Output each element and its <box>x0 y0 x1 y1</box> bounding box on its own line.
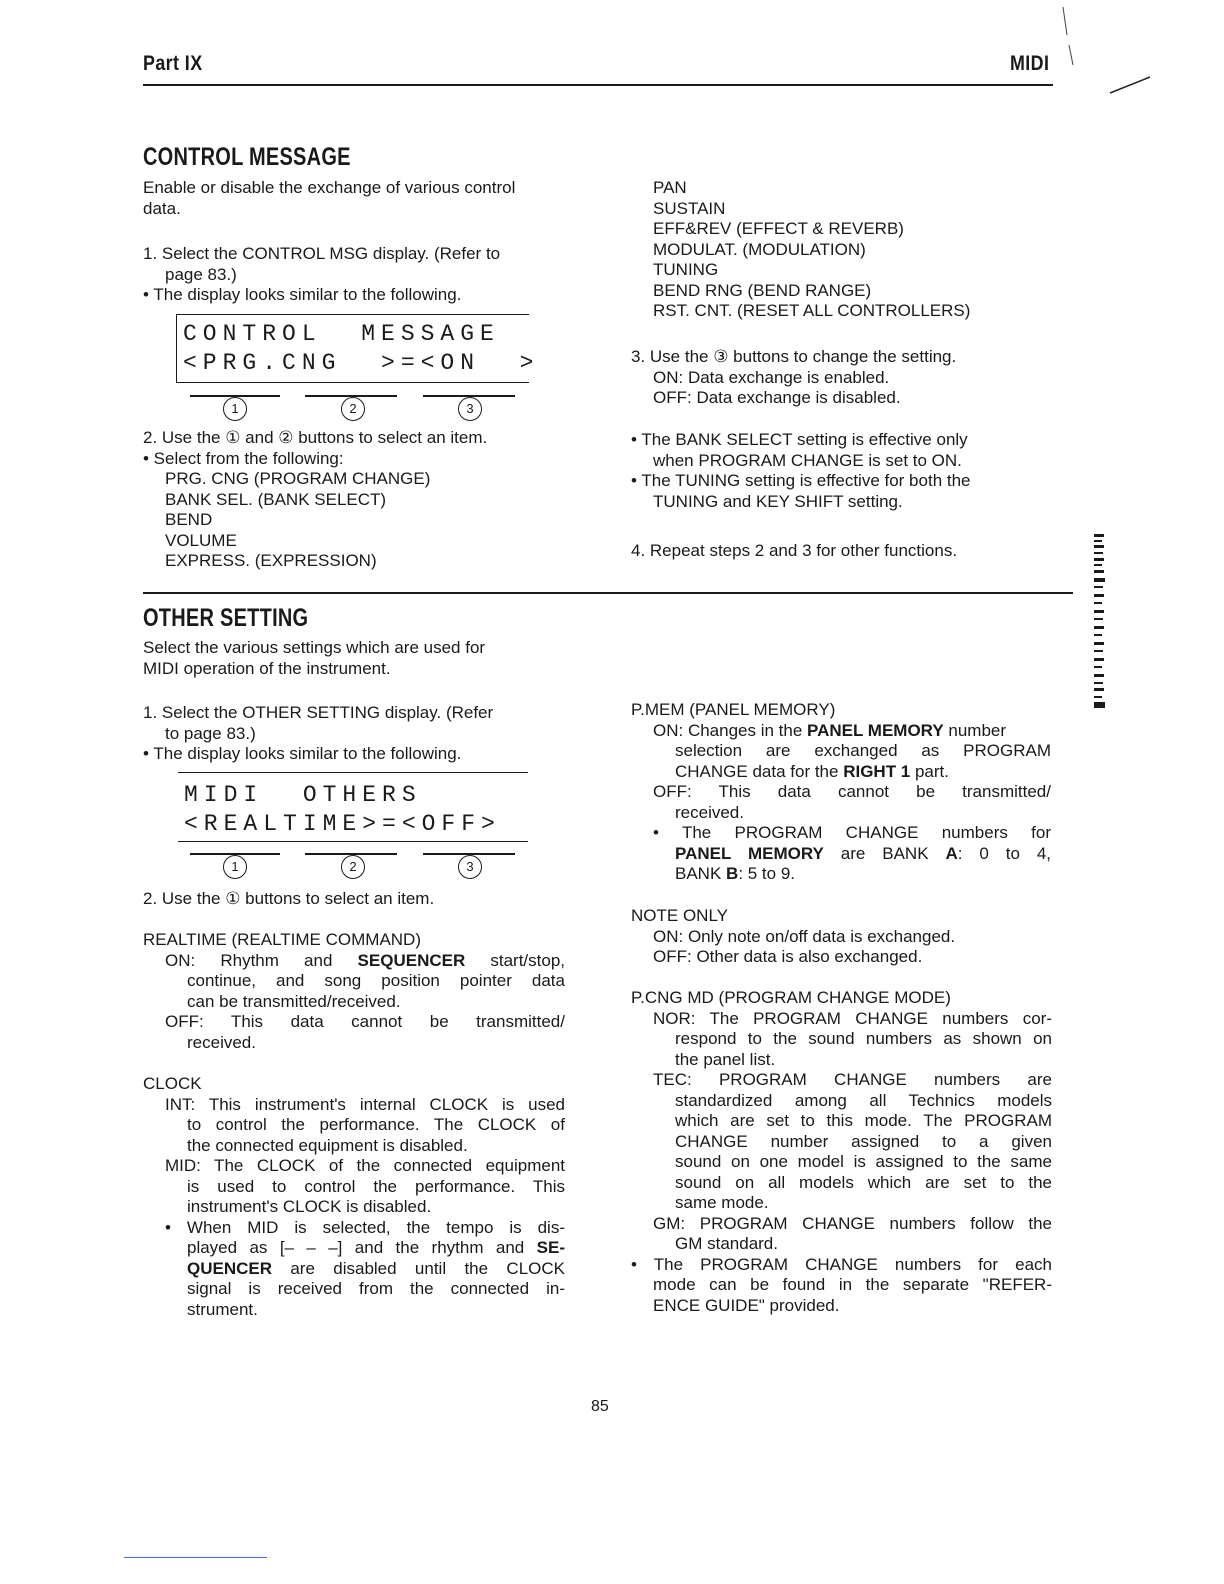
control-step2 <box>143 428 573 572</box>
realtime-head: REALTIME (REALTIME COMMAND) <box>143 930 421 949</box>
pcngmd-gm: GM standard. <box>675 1234 778 1253</box>
other-step1-line: to page 83.) <box>165 723 256 743</box>
text-run: CHANGE data for the <box>675 761 844 781</box>
marker-2: 2 <box>341 855 365 879</box>
item-right: PAN <box>653 178 687 197</box>
pcngmd-tec: which are set to this mode. The PROGRAM <box>675 1111 1052 1130</box>
pmem-on <box>631 762 1051 783</box>
item-right: MODULAT. (MODULATION) <box>653 239 866 259</box>
pcngmd-block <box>631 988 1052 1316</box>
pcngmd-tec: same mode. <box>675 1193 769 1212</box>
text-run: are BANK <box>823 843 946 863</box>
pmem-bullet: • The PROGRAM CHANGE numbers for <box>653 823 1051 842</box>
control-lcd-display <box>176 314 540 383</box>
pcngmd-tec: TEC: PROGRAM CHANGE numbers are <box>653 1070 1052 1089</box>
clock-bullet: • When MID is selected, the tempo is dis- <box>165 1217 565 1237</box>
clock-bullet <box>143 1259 565 1280</box>
item-right: TUNING <box>653 260 719 279</box>
pcngmd-nor: respond to the sound numbers as shown on <box>675 1029 1052 1048</box>
text-run: BANK <box>675 864 727 883</box>
item-left: BANK SEL. (BANK SELECT) <box>165 489 387 509</box>
clock-bullet: strument. <box>187 1299 258 1319</box>
noteonly-on: ON: Only note on/off data is exchanged. <box>653 926 956 946</box>
pmem-on <box>631 721 1051 742</box>
pcngmd-gm: GM: PROGRAM CHANGE numbers follow the <box>653 1213 1052 1233</box>
pcngmd-bullet: ENCE GUIDE" provided. <box>653 1295 840 1315</box>
realtime-off: OFF: This data cannot be transmitted/ <box>165 1012 565 1031</box>
item-left: PRG. CNG (PROGRAM CHANGE) <box>165 469 431 488</box>
realtime-off: received. <box>187 1032 256 1052</box>
marker-1: 1 <box>223 855 247 879</box>
pcngmd-tec: sound on all models which are set to the <box>675 1172 1052 1192</box>
control-message-title: CONTROL MESSAGE <box>143 143 351 171</box>
marker-1: 1 <box>223 397 247 421</box>
control-step1-line: page 83.) <box>165 264 237 284</box>
control-intro <box>143 178 563 219</box>
other-step2 <box>143 889 573 910</box>
clock-head: CLOCK <box>143 1074 202 1093</box>
bank-b-bold: B <box>726 864 739 883</box>
noteonly-head: NOTE ONLY <box>631 906 728 925</box>
pmem-bullet <box>631 864 1051 885</box>
control-on-text: ON: Data exchange is enabled. <box>653 367 890 387</box>
page-number: 85 <box>591 1398 609 1415</box>
control-step1 <box>143 244 568 306</box>
marker-2: 2 <box>341 397 365 421</box>
pmem-off: received. <box>675 802 744 822</box>
clock-int: INT: This instrument's internal CLOCK is used <box>165 1094 565 1114</box>
lcd-row: <REALTIME>=<OFF> <box>184 811 501 837</box>
part-label: Part IX <box>143 52 203 75</box>
se-bold: SE- <box>536 1238 565 1257</box>
text-run: part. <box>910 761 949 781</box>
clock-mid: instrument's CLOCK is disabled. <box>187 1197 432 1216</box>
panel-memory-bold: PANEL MEMORY <box>807 720 944 740</box>
other-step1-line: 1. Select the OTHER SETTING display. (Refer <box>143 703 494 722</box>
text-run: : 5 to 9. <box>738 864 796 883</box>
section-label: MIDI <box>1010 52 1050 75</box>
edge-index-marks <box>1092 528 1122 718</box>
item-right: EFF&REV (EFFECT & REVERB) <box>653 219 904 238</box>
pcngmd-tec: CHANGE number assigned to a given <box>675 1131 1052 1151</box>
control-intro-line: data. <box>143 198 181 218</box>
note-line: TUNING and KEY SHIFT setting. <box>653 491 903 511</box>
text-run: are disabled until the CLOCK <box>272 1258 565 1278</box>
other-step1-bullet: • The display looks similar to the following. <box>143 744 462 763</box>
control-step4 <box>631 541 1061 562</box>
text-run: ON: Changes in the <box>653 720 808 740</box>
realtime-on-rest: can be transmitted/received. <box>187 991 401 1011</box>
other-step1 <box>143 703 568 765</box>
text-run: number <box>943 720 1007 740</box>
control-step1-bullet: • The display looks similar to the following. <box>143 285 462 304</box>
pmem-block <box>631 700 1051 885</box>
pcngmd-nor: NOR: The PROGRAM CHANGE numbers cor- <box>653 1008 1052 1028</box>
pcngmd-bullet: mode can be found in the separate "REFER- <box>653 1275 1052 1294</box>
noteonly-block <box>631 906 1051 968</box>
noteonly-off: OFF: Other data is also exchanged. <box>653 947 923 966</box>
lcd-row: <PRG.CNG >=<ON > <box>183 350 540 376</box>
control-step4-line: 4. Repeat steps 2 and 3 for other functions. <box>631 541 958 560</box>
other-intro-line: MIDI operation of the instrument. <box>143 658 391 678</box>
note-line: when PROGRAM CHANGE is set to ON. <box>653 450 962 470</box>
item-left: EXPRESS. (EXPRESSION) <box>165 551 377 570</box>
other-lcd-display <box>178 772 528 842</box>
note-line: • The TUNING setting is effective for both the <box>631 471 971 490</box>
control-notes <box>631 430 1061 512</box>
pcngmd-tec: standardized among all Technics models <box>675 1090 1052 1110</box>
bank-a-bold: A <box>945 843 958 863</box>
text-run: start/stop, <box>465 950 566 970</box>
control-step1-line: 1. Select the CONTROL MSG display. (Refer to <box>143 244 501 263</box>
pmem-on: selection are exchanged as PROGRAM <box>675 741 1051 760</box>
scan-artifact <box>1055 5 1155 100</box>
sequencer-bold: SEQUENCER <box>357 950 466 970</box>
header-rule <box>143 84 1053 86</box>
other-setting-title: OTHER SETTING <box>143 604 309 632</box>
note-line: • The BANK SELECT setting is effective only <box>631 430 968 449</box>
text-run: played as [– – –] and the rhythm and <box>187 1238 537 1257</box>
realtime-block <box>143 930 565 1053</box>
quencer-bold: QUENCER <box>187 1258 273 1278</box>
control-step2-line: 2. Use the ① and ② buttons to select an item. <box>143 428 488 447</box>
item-right: SUSTAIN <box>653 198 726 218</box>
pcngmd-tec: sound on one model is assigned to the same <box>675 1152 1052 1171</box>
control-step2-bullet: • Select from the following: <box>143 448 344 468</box>
clock-block <box>143 1074 565 1320</box>
lcd-row: MIDI OTHERS <box>184 782 422 808</box>
control-off-text: OFF: Data exchange is disabled. <box>653 388 901 407</box>
clock-bullet <box>143 1238 565 1259</box>
marker-3: 3 <box>458 397 482 421</box>
clock-mid: is used to control the performance. This <box>187 1176 565 1196</box>
item-left: VOLUME <box>165 530 237 550</box>
realtime-on <box>143 951 565 972</box>
section-divider <box>143 592 1073 594</box>
other-intro <box>143 638 563 679</box>
clock-bullet: signal is received from the connected in- <box>187 1279 565 1298</box>
pcngmd-head: P.CNG MD (PROGRAM CHANGE MODE) <box>631 988 951 1007</box>
pmem-off: OFF: This data cannot be transmitted/ <box>653 782 1051 801</box>
realtime-on-rest: continue, and song position pointer data <box>187 971 565 990</box>
item-right: BEND RNG (BEND RANGE) <box>653 280 872 300</box>
pmem-bullet <box>631 844 1051 865</box>
clock-int: to control the performance. The CLOCK of <box>187 1115 565 1134</box>
text-run: ON: Rhythm and <box>165 950 358 970</box>
other-step2-line: 2. Use the ① buttons to select an item. <box>143 889 435 908</box>
control-step3 <box>631 347 1061 409</box>
text-run: : 0 to 4, <box>957 843 1052 863</box>
lcd-row: CONTROL MESSAGE <box>183 321 500 347</box>
pmem-head: P.MEM (PANEL MEMORY) <box>631 700 836 719</box>
control-items-right <box>653 178 1073 322</box>
other-intro-line: Select the various settings which are used for <box>143 638 486 657</box>
bottom-blue-line <box>124 1557 267 1558</box>
item-right: RST. CNT. (RESET ALL CONTROLLERS) <box>653 301 971 320</box>
right1-bold: RIGHT 1 <box>843 761 911 781</box>
pcngmd-nor: the panel list. <box>675 1049 776 1069</box>
clock-mid: MID: The CLOCK of the connected equipment <box>165 1156 565 1175</box>
control-intro-line: Enable or disable the exchange of various control <box>143 178 516 197</box>
pcngmd-bullet: • The PROGRAM CHANGE numbers for each <box>631 1254 1052 1274</box>
control-step3-line: 3. Use the ③ buttons to change the setting. <box>631 347 957 366</box>
clock-int: the connected equipment is disabled. <box>187 1135 468 1155</box>
item-left: BEND <box>165 510 213 529</box>
marker-3: 3 <box>458 855 482 879</box>
panel-memory-bold: PANEL MEMORY <box>675 843 824 863</box>
